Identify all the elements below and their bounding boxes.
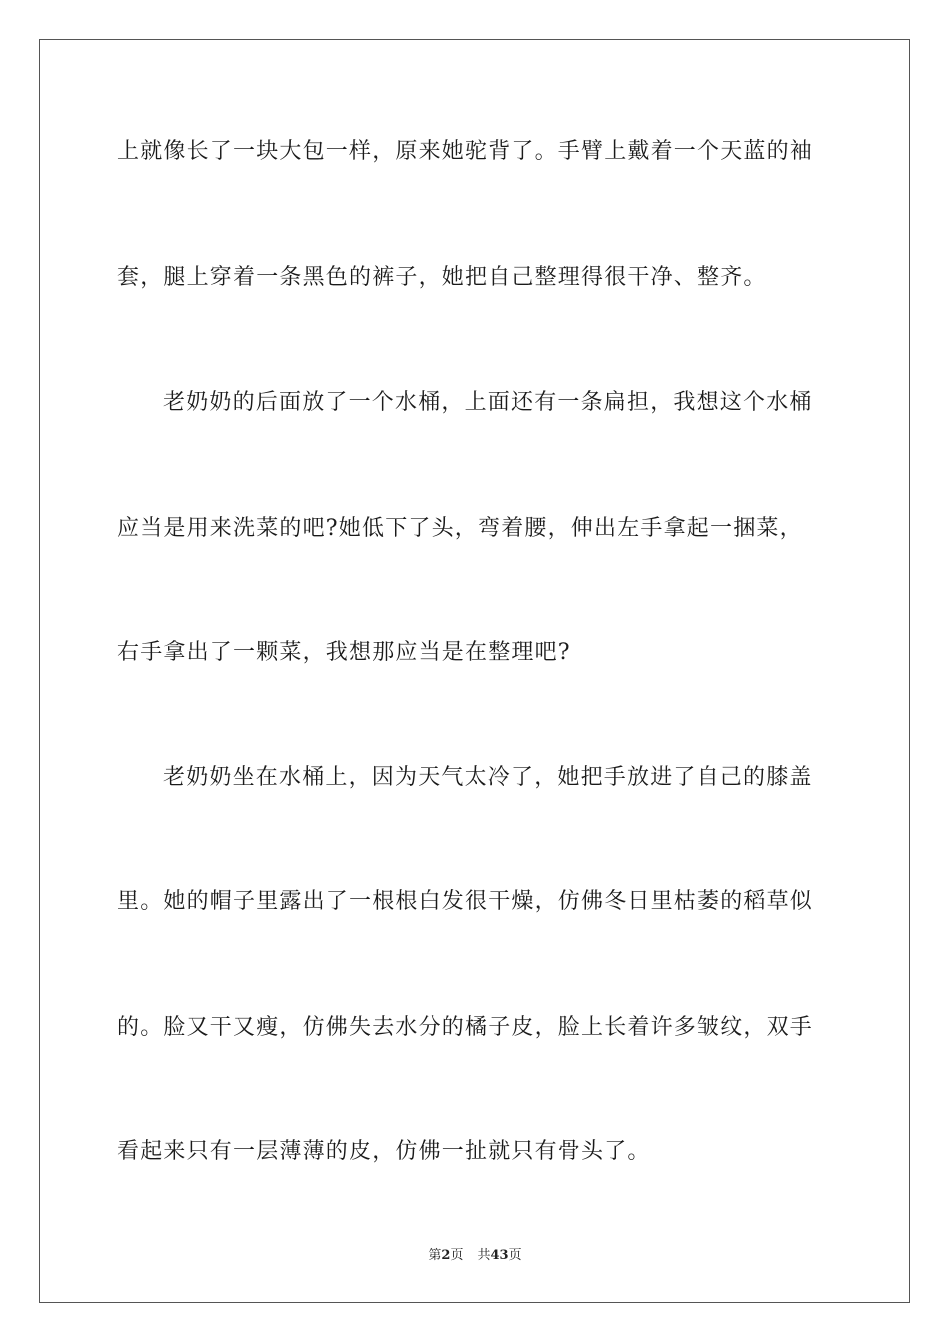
paragraph-line: 的。脸又干又瘦，仿佛失去水分的橘子皮，脸上长着许多皱纹，双手 [117, 1015, 814, 1040]
page-prefix: 第 [428, 1248, 442, 1263]
page-border [39, 39, 910, 1303]
total-prefix: 共 [477, 1248, 491, 1263]
total-suffix: 页 [508, 1248, 522, 1263]
page-number: 2 [441, 1248, 451, 1263]
paragraph-line: 上就像长了一块大包一样，原来她驼背了。手臂上戴着一个天蓝的袖 [117, 139, 814, 164]
paragraph-line: 应当是用来洗菜的吧?她低下了头，弯着腰，伸出左手拿起一捆菜， [117, 516, 803, 541]
total-pages: 43 [490, 1248, 509, 1263]
paragraph-line: 套，腿上穿着一条黑色的裤子，她把自己整理得很干净、整齐。 [117, 265, 767, 290]
page-suffix: 页 [450, 1248, 464, 1263]
paragraph-first-line: 老奶奶坐在水桶上，因为天气太冷了，她把手放进了自己的膝盖 [163, 765, 813, 790]
paragraph-line: 看起来只有一层薄薄的皮，仿佛一扯就只有骨头了。 [117, 1139, 651, 1164]
paragraph-line: 里。她的帽子里露出了一根根白发很干燥，仿佛冬日里枯萎的稻草似 [117, 889, 814, 914]
paragraph-line: 右手拿出了一颗菜，我想那应当是在整理吧? [117, 640, 571, 665]
page-footer [0, 1248, 950, 1264]
paragraph-first-line: 老奶奶的后面放了一个水桶，上面还有一条扁担，我想这个水桶 [163, 390, 813, 415]
